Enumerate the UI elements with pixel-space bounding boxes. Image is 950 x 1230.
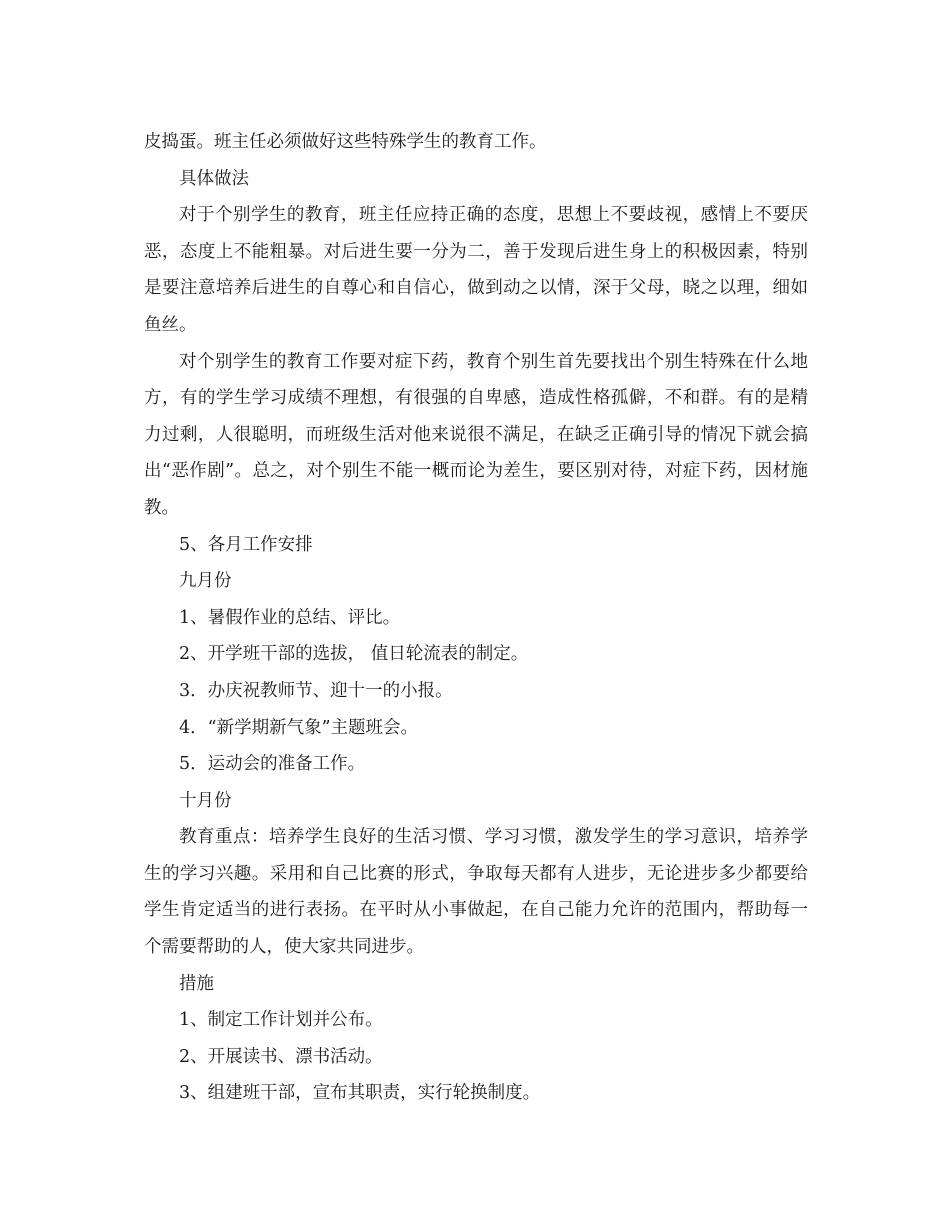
paragraph-continuation: 皮捣蛋。班主任必须做好这些特殊学生的教育工作。 xyxy=(144,132,547,152)
heading-october: 十月份 xyxy=(179,790,232,811)
paragraph-education-focus: 教育重点：培养学生良好的生活习惯、学习习惯，激发学生的学习意识，培养学生的学习兴趣。采用和自己比赛的形式，争取每天都有人进步，无论进步多少都要给学生肯定适当的进行表扬。在平时从小事做起，在自己能力允许的范围内，帮助每一个需要帮助的人，使大家共同进步。 xyxy=(144,827,808,958)
heading-measures: 措施 xyxy=(179,973,214,994)
list-item: 3．办庆祝教师节、迎十一的小报。 xyxy=(179,680,453,701)
list-item: 3、组建班干部，宣布其职责，实行轮换制度。 xyxy=(179,1083,541,1104)
heading-september: 九月份 xyxy=(179,571,232,592)
list-item: 1、制定工作计划并公布。 xyxy=(179,1010,383,1031)
document-body xyxy=(144,124,808,1112)
list-item: 2、开展读书、漂书活动。 xyxy=(179,1046,383,1067)
paragraph-targeted-teaching: 对个别学生的教育工作要对症下药，教育个别生首先要找出个别生特殊在什么地方，有的学生学习成绩不理想，有很强的自卑感，造成性格孤僻，不和群。有的是精力过剩，人很聪明，而班级生活对他来说很不满足，在缺乏正确引导的情况下就会搞出“恶作剧”。总之，对个别生不能一概而论为差生，要区别对待，对症下药，因材施教。 xyxy=(144,351,808,518)
list-item: 2、开学班干部的选拔， 值日轮流表的制定。 xyxy=(179,644,529,665)
list-item: 1、暑假作业的总结、评比。 xyxy=(179,607,401,628)
list-item: 5．运动会的准备工作。 xyxy=(179,754,366,775)
list-item: 4．“新学期新气象”主题班会。 xyxy=(179,717,419,738)
heading-monthly-schedule: 5、各月工作安排 xyxy=(179,534,313,555)
heading-specific-methods: 具体做法 xyxy=(179,168,249,189)
paragraph-attitude: 对于个别学生的教育，班主任应持正确的态度，思想上不要歧视，感情上不要厌恶，态度上不能粗暴。对后进生要一分为二，善于发现后进生身上的积极因素，特别是要注意培养后进生的自尊心和自信心，做到动之以情，深于父母，晓之以理，细如鱼丝。 xyxy=(144,205,808,335)
